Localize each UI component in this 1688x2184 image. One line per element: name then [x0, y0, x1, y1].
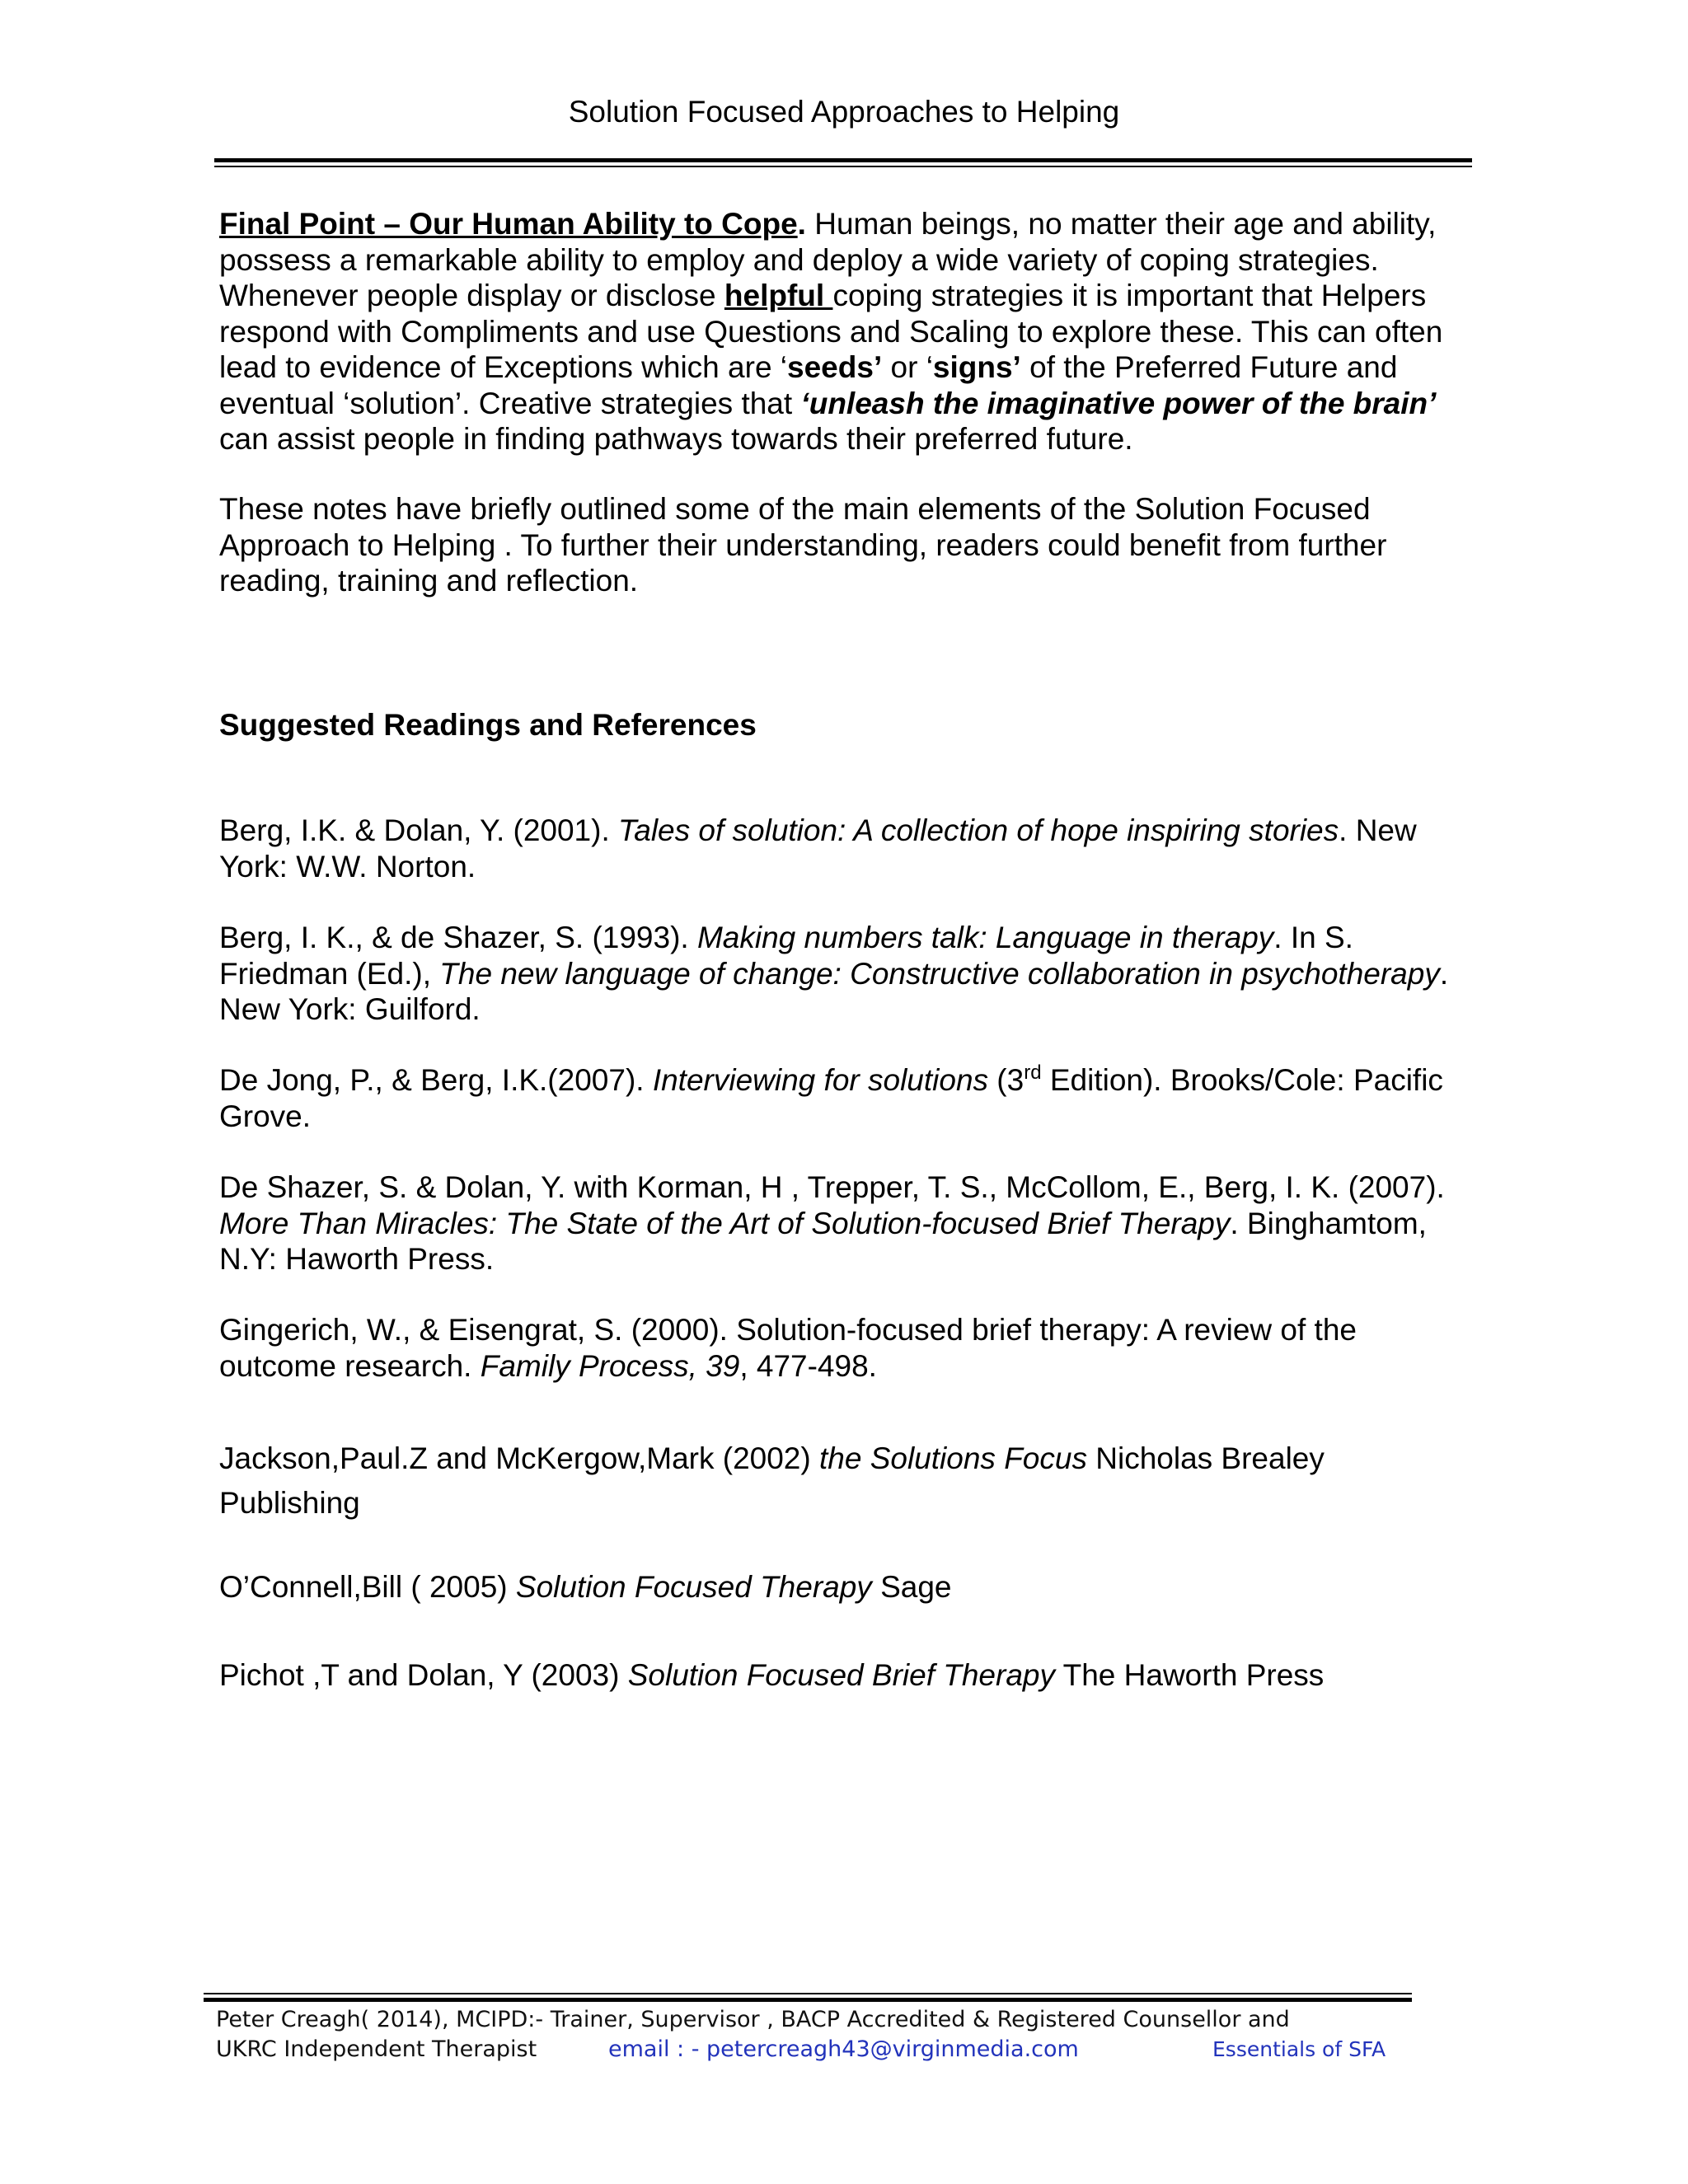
- header-rule-bottom: [214, 166, 1472, 167]
- footer-email[interactable]: email : - petercreagh43@virginmedia.com: [608, 2036, 1079, 2062]
- ref-title: the Solutions Focus: [819, 1441, 1087, 1475]
- header-rule-top: [214, 158, 1472, 162]
- ref-text: Edition). Brooks/Cole: Pacific Grove.: [219, 1063, 1443, 1133]
- ref-title: Family Process, 39: [480, 1348, 740, 1383]
- ref-text: The Haworth Press: [1055, 1658, 1325, 1692]
- ref-title: Making numbers talk: Language in therapy: [696, 921, 1274, 954]
- ref-text: . In S. Friedman (Ed.),: [219, 921, 1353, 991]
- reference-item: [219, 1569, 1472, 1605]
- ref-text: O’Connell,Bill ( 2005): [219, 1570, 516, 1604]
- final-point-text-5: can assist people in finding pathways towards their preferred future.: [219, 422, 1133, 456]
- signs-emphasis: signs’: [932, 350, 1021, 384]
- reference-item: [219, 813, 1472, 884]
- ref-text: Berg, I.K. & Dolan, Y. (2001).: [219, 813, 619, 847]
- final-point-paragraph: [219, 206, 1472, 457]
- ref-text: Sage: [871, 1570, 952, 1604]
- ref-text: (3: [988, 1063, 1025, 1097]
- footer-line-2: [216, 2035, 1419, 2064]
- final-point-text-4: of the Preferred Future and eventual ‘solution’. Creative strategies that: [219, 350, 1398, 420]
- ref-text: Nicholas Brealey Publishing: [219, 1441, 1325, 1520]
- reference-item: [219, 920, 1472, 1028]
- final-point-text-1: Human beings, no matter their age and ability, possess a remarkable ability to employ and deploy a wide variety of coping strategies. Whenever people display or disclose: [219, 207, 1437, 312]
- ref-text: , 477-498.: [739, 1348, 877, 1383]
- ref-superscript: rd: [1024, 1062, 1042, 1084]
- ref-title: More Than Miracles: The State of the Art of Solution-focused Brief Therapy: [219, 1206, 1231, 1240]
- ref-text: Berg, I. K., & de Shazer, S. (1993).: [219, 921, 697, 954]
- footer-line-1: Peter Creagh( 2014), MCIPD:- Trainer, Supervisor , BACP Accredited & Registered Counsellor and: [216, 2007, 1290, 2032]
- ref-text: De Jong, P., & Berg, I.K.(2007).: [219, 1063, 653, 1097]
- ref-text: Gingerich, W., & Eisengrat, S. (2000). Solution-focused brief therapy: A review of the outcome research.: [219, 1313, 1357, 1383]
- ref-text: Pichot ,T and Dolan, Y (2003): [219, 1658, 628, 1692]
- reference-item: [219, 1062, 1472, 1134]
- reference-item: [219, 1169, 1472, 1277]
- ref-text: . New York: W.W. Norton.: [219, 813, 1417, 883]
- ref-text: De Shazer, S. & Dolan, Y. with Korman, H , Trepper, T. S., McCollom, E., Berg, I. K. (2007).: [219, 1170, 1445, 1204]
- ref-text: . Binghamtom, N.Y: Haworth Press.: [219, 1206, 1427, 1276]
- ref-text: Jackson,Paul.Z and McKergow,Mark (2002): [219, 1441, 819, 1475]
- footer-credentials: UKRC Independent Therapist: [216, 2036, 537, 2062]
- summary-paragraph: These notes have briefly outlined some of the main elements of the Solution Focused Approach to Helping . To further their understanding, readers could benefit from further reading, training and reflection.: [219, 492, 1387, 598]
- ref-title: Solution Focused Brief Therapy: [627, 1658, 1055, 1692]
- final-point-text-3: or ‘: [882, 350, 933, 384]
- footer-tag: Essentials of SFA: [1212, 2037, 1386, 2061]
- ref-title: Interviewing for solutions: [652, 1063, 989, 1097]
- reference-item: [219, 1436, 1472, 1526]
- final-point-heading: Final Point – Our Human Ability to Cope: [219, 207, 798, 241]
- reference-item: [219, 1312, 1472, 1384]
- ref-title: The new language of change: Constructive collaboration in psychotherapy: [439, 956, 1440, 991]
- final-point-text-2: coping strategies it is important that Helpers respond with Compliments and use Questions and Scaling to explore these. This can often lead to evidence of Exceptions which are ‘: [219, 279, 1443, 384]
- ref-text: . New York: Guilford.: [219, 956, 1449, 1026]
- reference-item: [219, 1657, 1472, 1694]
- ref-title: Tales of solution: A collection of hope inspiring stories: [618, 813, 1339, 847]
- footer-rule-top: [204, 1993, 1412, 1994]
- ref-title: Solution Focused Therapy: [515, 1570, 872, 1604]
- readings-heading: Suggested Readings and References: [219, 708, 757, 742]
- final-point-heading-end: .: [797, 207, 806, 241]
- page-header-title: Solution Focused Approaches to Helping: [568, 95, 1120, 129]
- seeds-emphasis: seeds’: [787, 350, 883, 384]
- unleash-emphasis: ‘unleash the imaginative power of the brain’: [800, 386, 1437, 420]
- helpful-emphasis: helpful: [724, 279, 833, 312]
- footer-rule-bottom: [204, 1998, 1412, 2002]
